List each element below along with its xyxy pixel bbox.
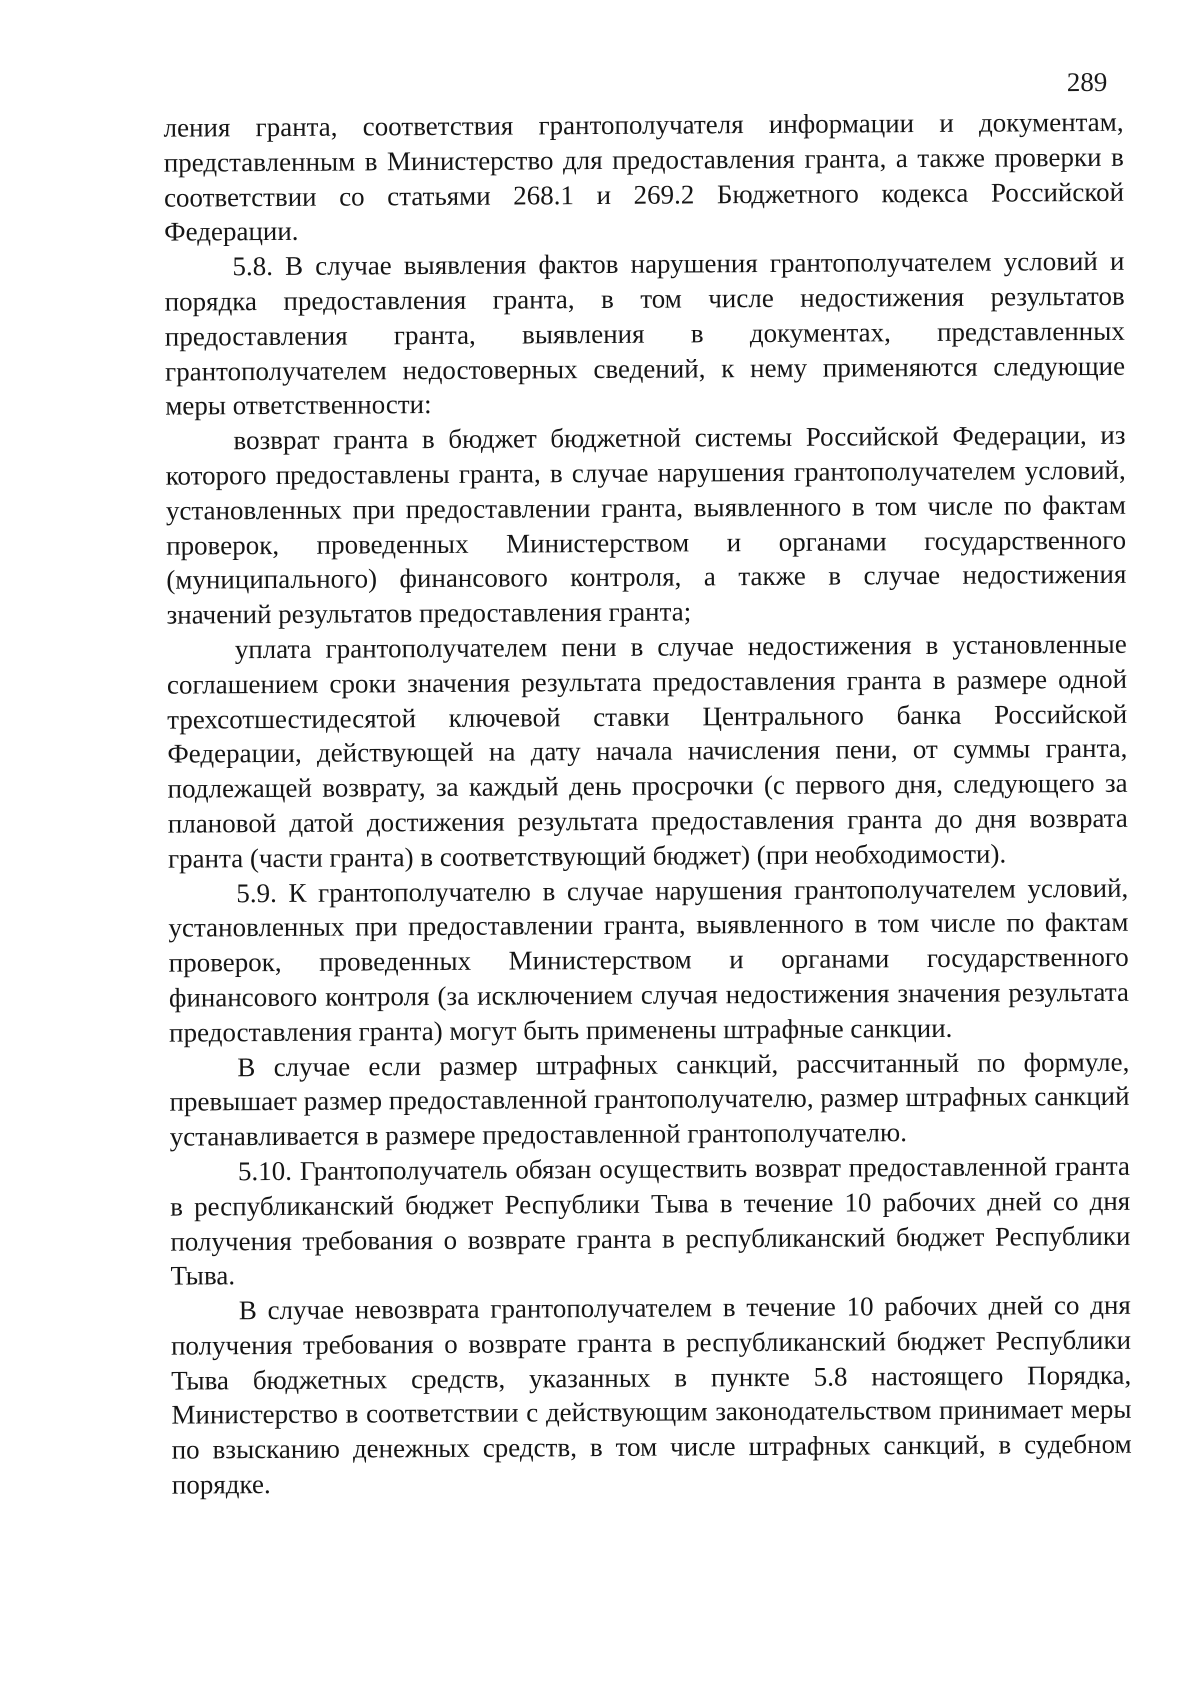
page-number: 289 bbox=[1066, 66, 1108, 98]
paragraph-5-9: 5.9. К грантополучателю в случае нарушения грантополучателем условий, установленных при предоставлении гранта, выявленного в том числе по фактам проверок, проведенных Министерством и органами государственного финансового контроля (за исключением случая недостижения значения результата предоставления гранта) могут быть применены штрафные санкции. bbox=[168, 872, 1129, 1048]
paragraph-non-return: В случае невозврата грантополучателем в течение 10 рабочих дней со дня получения требования о возврате гранта в республиканский бюджет Республики Тыва бюджетных средств, указанных в пункте 5.8 настоящего Порядка, Министерство в соответствии с действующим законодательством принимает меры по взысканию денежных средств, в том числе штрафных санкций, в судебном порядке. bbox=[170, 1289, 1132, 1500]
paragraph-continuation: ления гранта, соответствия грантополучателя информации и документам, представленным в Министерство для предоставления гранта, а также проверки в соответствии со статьями 268.1 и 269.2 Бюджетного кодекса Российской Федерации. bbox=[163, 106, 1125, 248]
document-body bbox=[163, 105, 1131, 1503]
paragraph-grant-return: возврат гранта в бюджет бюджетной системы Российской Федерации, из которого предоставлены гранта, в случае нарушения грантополучателем условий, установленных при предоставлении гранта, выявленного в том числе по фактам проверок, проведенных Министерством и органами государственного (муниципального) финансового контроля, а также в случае недостижения значений результатов предоставления гранта; bbox=[165, 419, 1127, 630]
paragraph-5-8: 5.8. В случае выявления фактов нарушения грантополучателем условий и порядка предоставления гранта, в том числе недостижения результатов предоставления гранта, выявления в документах, представленных грантополучателем недостоверных сведений, к нему применяются следующие меры ответственности: bbox=[164, 245, 1126, 422]
paragraph-5-10: 5.10. Грантополучатель обязан осуществить возврат предоставленной гранта в республиканский бюджет Республики Тыва в течение 10 рабочих дней со дня получения требования о возврате гранта в республиканский бюджет Республики Тыва. bbox=[170, 1150, 1131, 1291]
paragraph-fine-limit: В случае если размер штрафных санкций, рассчитанный по формуле, превышает размер предоставленной грантополучателю, размер штрафных санкций устанавливается в размере предоставленной грантополучателю. bbox=[169, 1046, 1130, 1152]
paragraph-penalty: уплата грантополучателем пени в случае недостижения в установленные соглашением сроки значения результата предоставления гранта в размере одной трехсотшестидесятой ключевой ставки Центрального банка Российской Федерации, действующей на дату начала начисления пени, от суммы гранта, подлежащей возврату, за каждый день просрочки (с первого дня, следующего за плановой датой достижения результата предоставления гранта до дня возврата гранта (части гранта) в соответствующий бюджет) (при необходимости). bbox=[166, 628, 1128, 874]
